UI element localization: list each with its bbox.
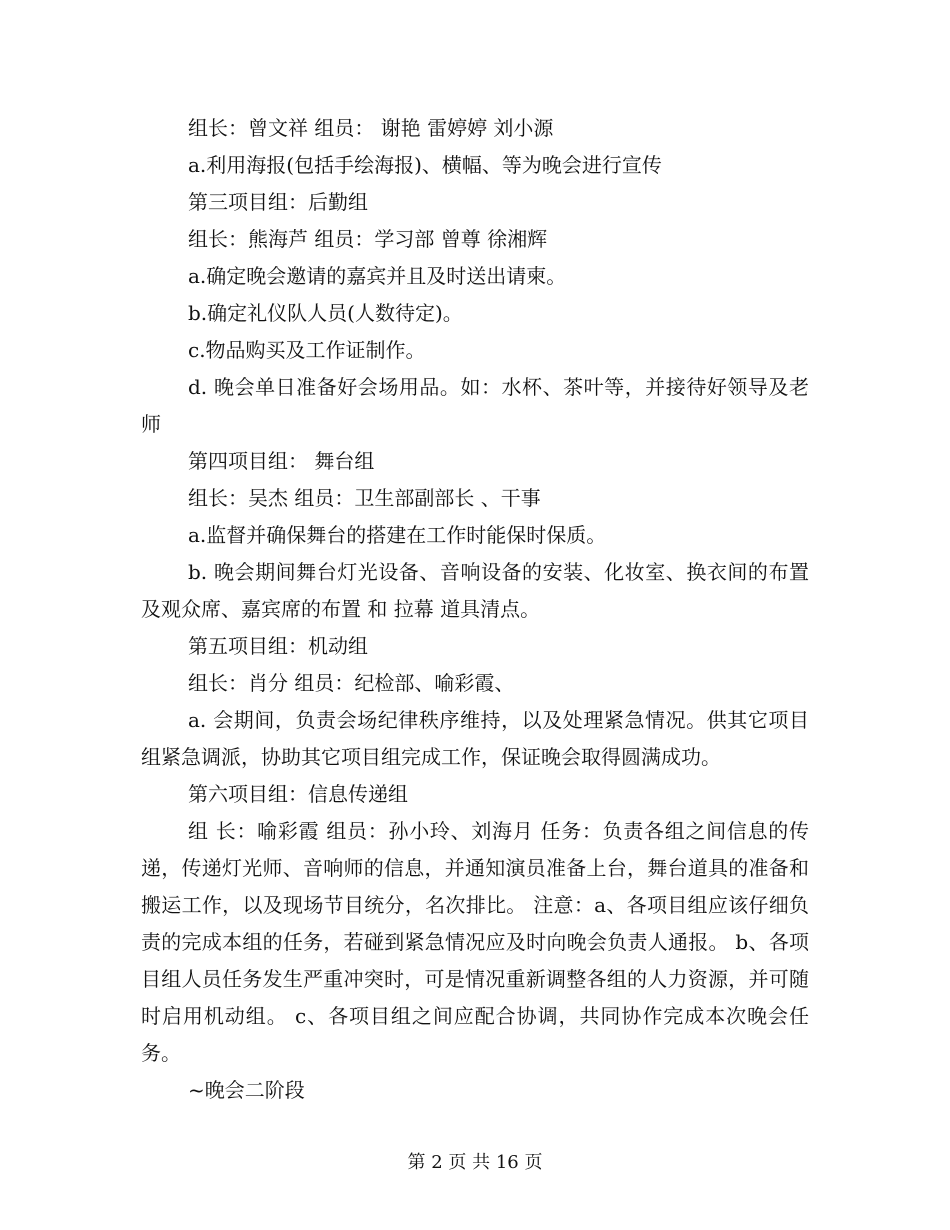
- group3-heading: 第三项目组：后勤组: [188, 190, 368, 214]
- stage-two-heading: ~晚会二阶段: [188, 1078, 305, 1102]
- group5-heading: 第五项目组：机动组: [188, 634, 368, 658]
- task-a-stage: a.监督并确保舞台的搭建在工作时能保时保质。: [188, 523, 607, 547]
- group4-heading: 第四项目组： 舞台组: [188, 449, 375, 473]
- page-footer: 第 2 页 共 16 页: [407, 1152, 543, 1173]
- task-c-purchase: c.物品购买及工作证制作。: [188, 338, 426, 362]
- group4-leader-line: 组长：吴杰 组员：卫生部副部长 、干事: [188, 486, 541, 510]
- task-a-guests: a.确定晚会邀请的嘉宾并且及时送出请柬。: [188, 264, 567, 288]
- task-b-etiquette: b.确定礼仪队人员(人数待定)。: [188, 301, 463, 325]
- group3-leader-line: 组长：熊海芦 组员：学习部 曾尊 徐湘辉: [188, 227, 548, 251]
- group6-heading: 第六项目组：信息传递组: [188, 782, 408, 806]
- document-body: [141, 110, 809, 1109]
- task-d-venue: d. 晚会单日准备好会场用品。如：水杯、茶叶等，并接待好领导及老师: [141, 375, 809, 436]
- task-a-order: a. 会期间，负责会场纪律秩序维持，以及处理紧急情况。供其它项目组紧急调派，协助其它项目组完成工作，保证晚会取得圆满成功。: [141, 708, 809, 769]
- task-a-publicity: a.利用海报(包括手绘海报)、横幅、等为晚会进行宣传: [188, 153, 662, 177]
- task-b-equipment: b. 晚会期间舞台灯光设备、音响设备的安装、化妆室、换衣间的布置及观众席、嘉宾席的布置 和 拉幕 道具清点。: [141, 560, 809, 621]
- group5-leader-line: 组长：肖分 组员：纪检部、喻彩霞、: [188, 671, 515, 695]
- group6-details: 组 长：喻彩霞 组员：孙小玲、刘海月 任务：负责各组之间信息的传递，传递灯光师、音响师的信息，并通知演员准备上台，舞台道具的准备和搬运工作，以及现场节目统分，名次排比。 注意：a、各项目组应该仔细负责的完成本组的任务，若碰到紧急情况应及时向晚会负责人通报。 b、各项目组人员任务发生严重冲突时，可是情况重新调整各组的人力资源，并可随时启用机动组。 c、各项目组之间应配合协调，共同协作完成本次晚会任务。: [141, 819, 809, 1065]
- group2-leader-line: 组长：曾文祥 组员： 谢艳 雷婷婷 刘小源: [188, 116, 554, 140]
